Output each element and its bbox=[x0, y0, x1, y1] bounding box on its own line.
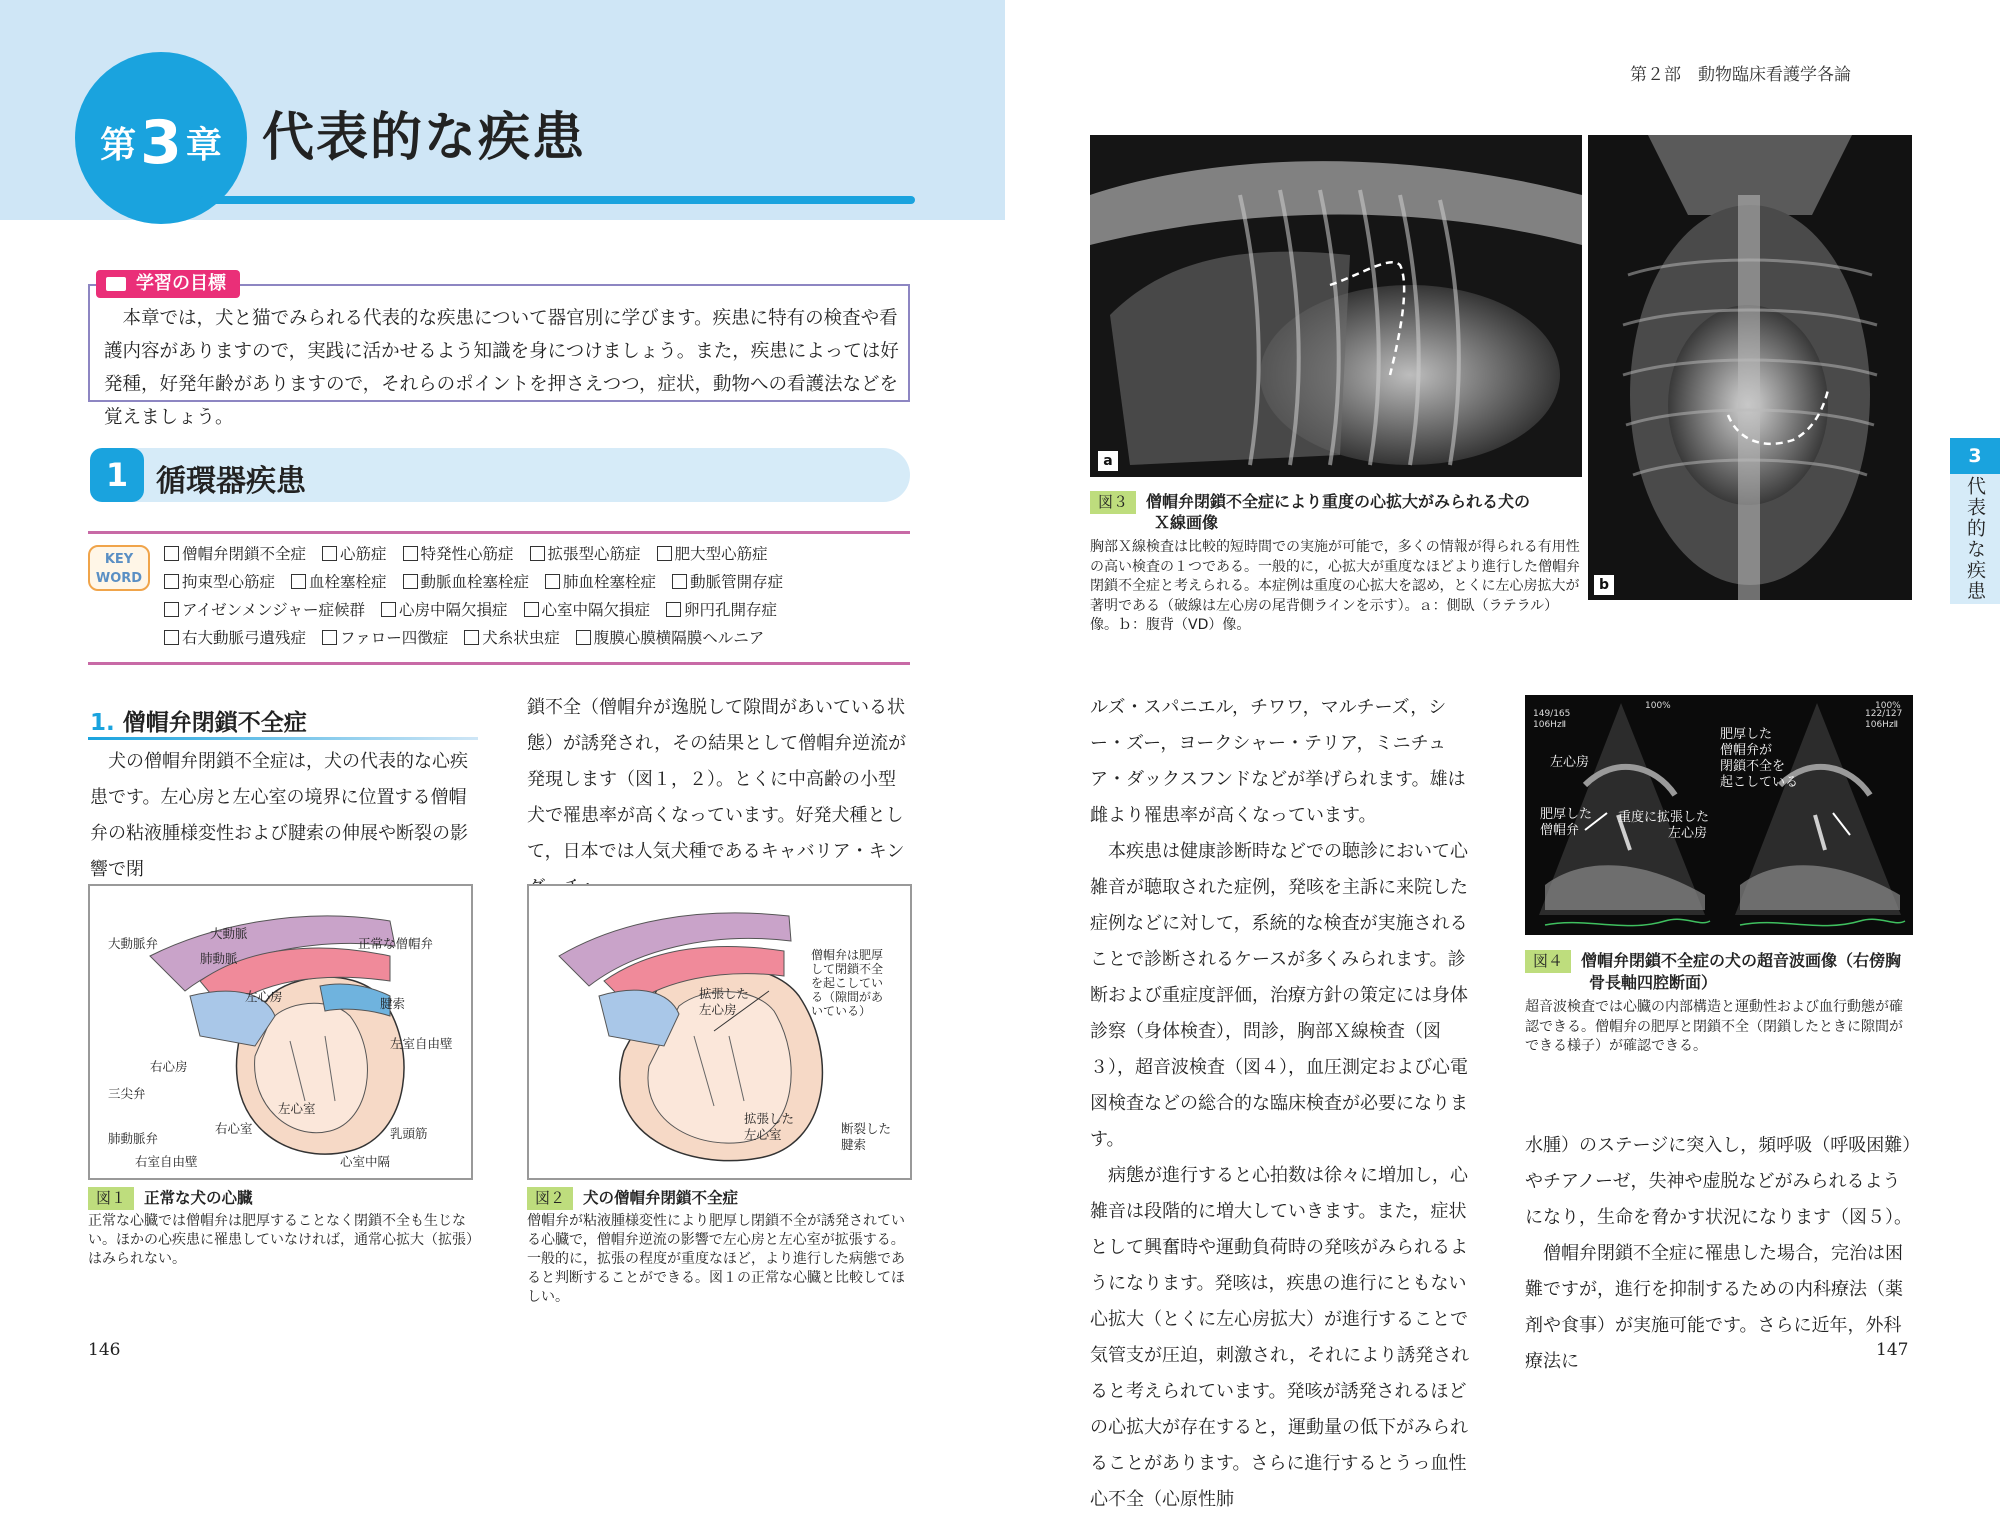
us-percent-left: 100% bbox=[1645, 701, 1671, 711]
side-tab-text: 代表的な疾患 bbox=[1950, 474, 2000, 604]
label-line: 拡張した bbox=[699, 986, 750, 1001]
body-column-3 bbox=[1090, 690, 1480, 1518]
label-dilated-lv bbox=[744, 1111, 794, 1143]
us-label-thick-mitral bbox=[1540, 807, 1592, 839]
label-line: 106HzⅡ bbox=[1533, 720, 1567, 730]
label-line: して閉鎖不全 bbox=[811, 962, 884, 976]
keyword-item: 動脈血栓塞栓症 bbox=[403, 570, 530, 592]
label-line: 腱索 bbox=[841, 1137, 867, 1152]
label-pulm-artery: 肺動脈 bbox=[200, 951, 238, 966]
subsection-underline bbox=[88, 737, 478, 740]
page-number-left: 146 bbox=[88, 1340, 121, 1360]
label-right-ventricle: 右心室 bbox=[215, 1121, 253, 1136]
us-meta-right bbox=[1865, 709, 1902, 731]
paragraph: 犬の僧帽弁閉鎖不全症は，犬の代表的な心疾患です。左心房と左心室の境界に位置する僧帽弁の粘液腫様変性および腱索の伸展や断裂の影響で閉 bbox=[90, 751, 468, 880]
label-line: 左心房 bbox=[699, 1002, 737, 1017]
xray-lateral-image bbox=[1090, 135, 1582, 477]
label-right-atrium: 右心房 bbox=[150, 1059, 188, 1074]
keyword-badge bbox=[88, 545, 150, 591]
label-left-ventricle: 左心室 bbox=[278, 1101, 316, 1116]
figure-1-title: 正常な犬の心臓 bbox=[144, 1189, 253, 1207]
keyword-item: 心房中隔欠損症 bbox=[381, 598, 508, 620]
keyword-badge-line2: WORD bbox=[95, 571, 143, 586]
label-line: る（隙間があ bbox=[811, 990, 884, 1004]
keyword-item: 拘束型心筋症 bbox=[164, 570, 275, 592]
keyword-item: 動脈管開存症 bbox=[672, 570, 783, 592]
label-aorta: 大動脈 bbox=[210, 926, 248, 941]
figure-1-description: 正常な心臓では僧帽弁は肥厚することなく閉鎖不全も生じない。ほかの心疾患に罹患していなければ，通常心拡大（拡張）はみられない。 bbox=[88, 1213, 473, 1267]
figure-1-number: 図１ bbox=[88, 1187, 134, 1210]
label-ruptured-chordae bbox=[841, 1121, 891, 1153]
figure-3-description: 胸部Ｘ線検査は比較的短時間での実施が可能で，多くの情報が得られる有用性の高い検査の１つである。一般的に，心拡大が重度なほどより進行した僧帽弁閉鎖不全症と考えられる。本症例は重度の心拡大を認め，とくに左心房拡大が著明である（破線は左心房の尾背側ラインを示す）。ａ：側臥（ラテラル）像。ｂ：腹背（VD）像。 bbox=[1090, 539, 1580, 633]
side-tab-number: 3 bbox=[1950, 438, 2000, 474]
label-papillary: 乳頭筋 bbox=[390, 1126, 428, 1141]
figure-3-title-line1: 僧帽弁閉鎖不全症により重度の心拡大がみられる犬の bbox=[1146, 492, 1531, 511]
keyword-row bbox=[164, 626, 904, 654]
keyword-row bbox=[164, 570, 904, 598]
learning-goals-text: 本章では，犬と猫でみられる代表的な疾患について器官別に学びます。疾患に特有の検査や看護内容がありますので，実践に活かせるよう知識を身につけましょう。また，疾患によっては好発種，好発年齢がありますので，それらのポイントを押さえつつ，症状，動物への看護法などを覚えましょう。 bbox=[104, 308, 899, 428]
label-line: 僧帽弁が bbox=[1720, 743, 1773, 758]
label-rv-wall: 右室自由壁 bbox=[135, 1154, 198, 1169]
label-line: いている） bbox=[811, 1004, 872, 1018]
body-column-1 bbox=[90, 744, 475, 888]
figure-3-number: 図３ bbox=[1090, 491, 1136, 514]
label-septum: 心室中隔 bbox=[340, 1154, 391, 1169]
figure-2-caption bbox=[527, 1186, 738, 1210]
chapter-underline bbox=[200, 196, 915, 204]
label-line: 左心室 bbox=[744, 1127, 782, 1142]
part-header: 第２部 動物臨床看護学各論 bbox=[1630, 65, 1851, 85]
image-tag-b: b bbox=[1594, 575, 1614, 595]
figure-2-number: 図２ bbox=[527, 1187, 573, 1210]
chapter-prefix: 第 bbox=[100, 125, 137, 166]
label-line: を起こしてい bbox=[811, 976, 884, 990]
keyword-item: 右大動脈弓遺残症 bbox=[164, 626, 306, 648]
paragraph: 本疾患は健康診断時などでの聴診において心雑音が聴取された症例，発咳を主訴に来院した症例などに対して，系統的な検査が実施されることで診断されるケースが多くみられます。診断および重症度評価，治療方針の策定には身体診察（身体検査），問診，胸部Ｘ線検査（図３），超音波検査（図４），血圧測定および心電図検査などの総合的な臨床検査が必要になります。 bbox=[1090, 841, 1468, 1150]
us-percent-right: 100% bbox=[1875, 701, 1901, 711]
label-normal-mitral: 正常な僧帽弁 bbox=[358, 936, 434, 951]
label-line: 僧帽弁は肥厚 bbox=[811, 948, 884, 962]
us-label-severe-la bbox=[1618, 810, 1709, 842]
us-label-right-mitral bbox=[1720, 727, 1798, 791]
image-tag-a: a bbox=[1098, 451, 1118, 471]
section-number: 1 bbox=[90, 448, 144, 502]
subsection-title-text: 僧帽弁閉鎖不全症 bbox=[122, 710, 307, 736]
us-label-left-atrium: 左心房 bbox=[1550, 755, 1590, 770]
ultrasound-image bbox=[1525, 695, 1913, 935]
figure-2-illustration bbox=[527, 884, 912, 1180]
keyword-item: 拡張型心筋症 bbox=[530, 542, 641, 564]
keyword-item: 特発性心筋症 bbox=[403, 542, 514, 564]
keyword-row bbox=[164, 598, 904, 626]
paragraph: 僧帽弁閉鎖不全症に罹患した場合，完治は困難ですが，進行を抑制するための内科療法（薬剤や食事）が実施可能です。さらに近年，外科療法に bbox=[1525, 1243, 1903, 1372]
label-aorta-valve: 大動脈弁 bbox=[108, 936, 159, 951]
keyword-item: 肥大型心筋症 bbox=[657, 542, 768, 564]
keyword-item: 犬糸状虫症 bbox=[464, 626, 560, 648]
keyword-badge-line1: KEY bbox=[104, 552, 134, 567]
figure-2-description: 僧帽弁が粘液腫様変性により肥厚し閉鎖不全が誘発されている心臓で，僧帽弁逆流の影響で左心房と左心室が拡張する。一般的に，拡張の程度が重度なほど，より進行した病態であると判断することができる。図１の正常な心臓と比較してほしい。 bbox=[527, 1213, 905, 1305]
label-line: 起こしている bbox=[1720, 775, 1799, 790]
label-thickened-mitral bbox=[811, 948, 883, 1018]
body-column-2 bbox=[527, 690, 912, 906]
figure-4-number: 図４ bbox=[1525, 950, 1571, 973]
label-chordae: 腱索 bbox=[380, 996, 406, 1011]
keyword-row bbox=[164, 542, 904, 570]
xray-vd-image bbox=[1588, 135, 1912, 600]
section-title: 循環器疾患 bbox=[156, 464, 306, 499]
paragraph: 水腫）のステージに突入し，頻呼吸（呼吸困難）やチアノーゼ，失神や虚脱などがみられるようになり，生命を脅かす状況になります（図５）。 bbox=[1525, 1135, 1912, 1228]
subsection-title bbox=[90, 704, 307, 737]
label-dilated-la bbox=[699, 986, 749, 1018]
figure-4-title-line1: 僧帽弁閉鎖不全症の犬の超音波画像（右傍胸 bbox=[1581, 951, 1902, 970]
keyword-item: アイゼンメンジャー症候群 bbox=[164, 598, 365, 620]
us-meta-left bbox=[1533, 709, 1570, 731]
label-pulm-valve: 肺動脈弁 bbox=[108, 1131, 159, 1146]
keyword-rule-bottom bbox=[88, 662, 910, 665]
figure-1-caption bbox=[88, 1186, 253, 1210]
paragraph: ルズ・スパニエル，チワワ，マルチーズ，シー・ズー，ヨークシャー・テリア，ミニチュア・ダックスフンドなどが挙げられます。雄は雌より罹患率が高くなっています。 bbox=[1090, 697, 1466, 826]
keyword-item: 肺血栓塞栓症 bbox=[545, 570, 656, 592]
keyword-item: 心室中隔欠損症 bbox=[524, 598, 651, 620]
chapter-number: 3 bbox=[140, 108, 182, 178]
xray-vd-drawing bbox=[1588, 135, 1912, 600]
keyword-item: 僧帽弁閉鎖不全症 bbox=[164, 542, 306, 564]
label-left-atrium: 左心房 bbox=[245, 989, 283, 1004]
figure-3-caption bbox=[1090, 491, 1580, 533]
subsection-number: 1. bbox=[90, 710, 115, 736]
keyword-item: 卵円孔開存症 bbox=[666, 598, 777, 620]
figure-3-title-line2: Ｘ線画像 bbox=[1154, 513, 1219, 532]
paragraph: 病態が進行すると心拍数は徐々に増加し，心雑音は段階的に増大していきます。また，症状として興奮時や運動負荷時の発咳がみられるようになります。発咳は，疾患の進行にともない心拡大（とくに左心房拡大）が進行することで気管支が圧迫，刺激され，それにより誘発されると考えられています。発咳が誘発されるほどの心拡大が存在すると，運動量の低下がみられることがあります。さらに進行するとうっ血性心不全（心原性肺 bbox=[1090, 1165, 1470, 1510]
label-line: 重度に拡張した bbox=[1618, 810, 1710, 825]
xray-lateral-drawing bbox=[1090, 135, 1582, 477]
keyword-item: ファロー四徴症 bbox=[322, 626, 448, 648]
label-line: 106HzⅡ bbox=[1865, 720, 1899, 730]
label-line: 僧帽弁 bbox=[1540, 823, 1580, 838]
chapter-suffix: 章 bbox=[185, 125, 222, 166]
label-line: 左心房 bbox=[1668, 826, 1708, 841]
label-tricuspid: 三尖弁 bbox=[108, 1086, 146, 1101]
figure-4-description: 超音波検査では心臓の内部構造と運動性および血行動態が確認できる。僧帽弁の肥厚と閉鎖不全（閉鎖したときに隙間ができる様子）が確認できる。 bbox=[1525, 999, 1903, 1054]
label-line: 肥厚した bbox=[1720, 727, 1773, 742]
figure-2-title: 犬の僧帽弁閉鎖不全症 bbox=[583, 1189, 739, 1207]
keyword-item: 心筋症 bbox=[322, 542, 387, 564]
figure-4-caption bbox=[1525, 950, 1915, 994]
label-line: 閉鎖不全を bbox=[1720, 759, 1786, 774]
paragraph: 鎖不全（僧帽弁が逸脱して隙間があいている状態）が誘発され，その結果として僧帽弁逆流が発現します（図１，２）。とくに中高齢の小型犬で罹患率が高くなっています。好発犬種として，日本では人気犬種であるキャバリア・キン bbox=[527, 697, 907, 862]
label-lv-wall: 左室自由壁 bbox=[390, 1036, 453, 1051]
label-line: 肥厚した bbox=[1540, 807, 1593, 822]
page-number-right: 147 bbox=[1876, 1340, 1909, 1360]
keyword-item: 血栓塞栓症 bbox=[291, 570, 387, 592]
keyword-list bbox=[164, 542, 904, 654]
label-line: 拡張した bbox=[744, 1111, 795, 1126]
pin-icon bbox=[106, 277, 126, 291]
keyword-rule-top bbox=[88, 531, 910, 534]
figure-4-title-line2: 骨長軸四腔断面） bbox=[1589, 973, 1718, 992]
chapter-title: 代表的な疾患 bbox=[262, 108, 587, 168]
body-column-4 bbox=[1525, 1128, 1915, 1380]
label-line: 断裂した bbox=[841, 1121, 892, 1136]
learning-goals-tag bbox=[96, 270, 240, 298]
label-line: 122/127 bbox=[1865, 709, 1903, 719]
learning-goals-label: 学習の目標 bbox=[136, 273, 226, 294]
figure-1-illustration bbox=[88, 884, 473, 1180]
keyword-item: 腹膜心膜横隔膜ヘルニア bbox=[576, 626, 765, 648]
label-line: 149/165 bbox=[1533, 709, 1571, 719]
